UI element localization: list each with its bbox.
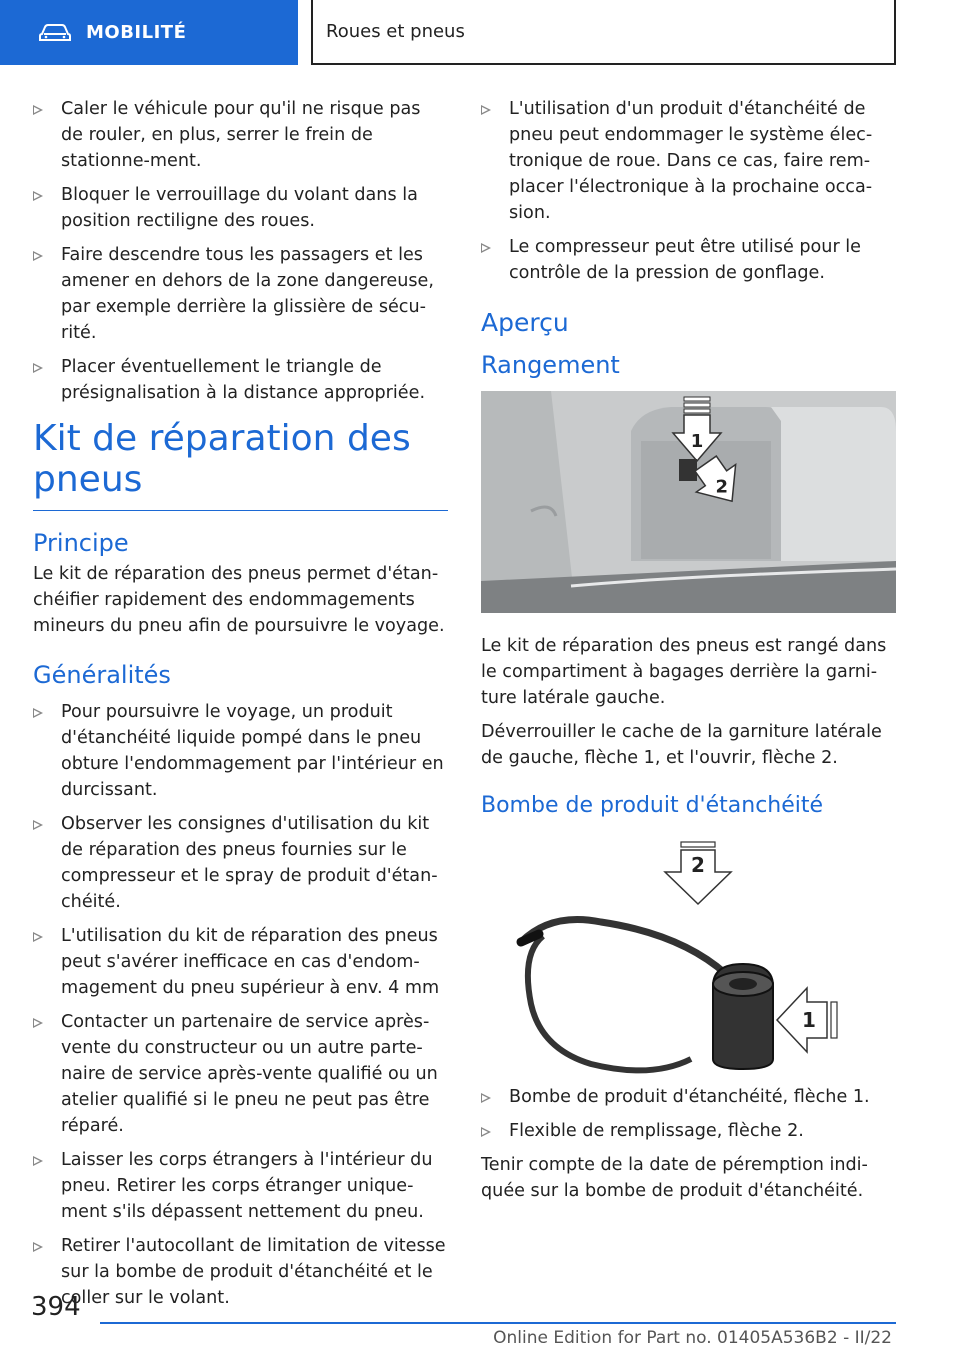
- bombe-text: Tenir compte de la date de péremption indi-quée sur la bombe de produit d'étanchéité.: [481, 1155, 868, 1201]
- footer-divider: [100, 1322, 896, 1324]
- list-item: Placer éventuellement le triangle de présignalisation à la distance appropriée.: [33, 354, 448, 406]
- list-item: Pour poursuivre le voyage, un produit d'étanchéité liquide pompé dans le pneu obture l'endommagement par l'intérieur en durcissant.: [33, 699, 448, 803]
- bullet-triangle-icon: [33, 708, 43, 718]
- car-icon: [38, 23, 72, 43]
- bullet-triangle-icon: [481, 1093, 491, 1103]
- list-item: Le compresseur peut être utilisé pour le contrôle de la pression de gonflage.: [481, 234, 896, 286]
- photo-arrow-1-label: 1: [690, 431, 704, 452]
- list-item: L'utilisation du kit de réparation des pneus peut s'avérer inefficace en cas d'endom-magement du pneu supérieur à env. 4 mm: [33, 923, 448, 1001]
- bullet-triangle-icon: [33, 1018, 43, 1028]
- rangement-text-1: Le kit de réparation des pneus est rangé dans le compartiment à bagages derrière la garni-ture latérale gauche.: [481, 636, 887, 708]
- drawing-arrow-2-label: 2: [691, 853, 705, 877]
- list-item: Bloquer le verrouillage du volant dans la position rectiligne des roues.: [33, 182, 448, 234]
- sealant-bottle-drawing: [481, 834, 896, 1074]
- list-item: L'utilisation d'un produit d'étanchéité de pneu peut endommager le système élec-tronique de roue. Dans ce cas, faire rem-placer l'électronique à la prochaine occa-sion.: [481, 96, 896, 226]
- list-item: Observer les consignes d'utilisation du kit de réparation des pneus fournies sur le compresseur et le spray de produit d'étan-chéité.: [33, 811, 448, 915]
- sealant-bottle-illustration: [481, 834, 896, 1074]
- principe-heading: Principe: [33, 529, 129, 557]
- principe-text: Le kit de réparation des pneus permet d'étan-chéifier rapidement des endommagements mineurs du pneu afin de poursuivre le voyage.: [33, 564, 445, 636]
- list-item: Contacter un partenaire de service après-vente du constructeur ou un autre parte-naire de service après-vente qualifié ou un atelier qualifié si le pneu ne peut pas être réparé.: [33, 1009, 448, 1139]
- trunk-storage-photo: [481, 391, 896, 613]
- page-title: Kit de réparation des pneus: [33, 418, 448, 511]
- list-item: Flexible de remplissage, flèche 2.: [481, 1118, 896, 1144]
- bombe-heading: Bombe de produit d'étanchéité: [481, 793, 824, 818]
- list-item: Laisser les corps étrangers à l'intérieur du pneu. Retirer les corps étranger unique-ment s'ils dépassent nettement du pneu.: [33, 1147, 448, 1225]
- rangement-text-2: Déverrouiller le cache de la garniture latérale de gauche, flèche 1, et l'ouvrir, flèche 2.: [481, 722, 882, 768]
- list-item: Retirer l'autocollant de limitation de vitesse sur la bombe de produit d'étanchéité et le coller sur le volant.: [33, 1233, 448, 1311]
- intro-bullet-list: [33, 96, 448, 406]
- bullet-triangle-icon: [33, 251, 43, 261]
- generalites-heading: Généralités: [33, 661, 171, 689]
- list-item: Bombe de produit d'étanchéité, flèche 1.: [481, 1084, 896, 1110]
- bullet-triangle-icon: [33, 932, 43, 942]
- bullet-triangle-icon: [33, 1242, 43, 1252]
- bullet-triangle-icon: [481, 105, 491, 115]
- list-item: Caler le véhicule pour qu'il ne risque pas de rouler, en plus, serrer le frein de stationne-ment.: [33, 96, 448, 174]
- footer-edition: Online Edition for Part no. 01405A536B2 - II/22: [493, 1328, 892, 1348]
- bullet-triangle-icon: [33, 820, 43, 830]
- section-label: MOBILITÉ: [86, 22, 187, 43]
- photo-arrow-2-label: 2: [715, 476, 728, 498]
- list-item: Faire descendre tous les passagers et les amener en dehors de la zone dangereuse, par exemple derrière la glissière de sécu-rité.: [33, 242, 448, 346]
- apercu-heading: Aperçu: [481, 308, 569, 337]
- bullet-triangle-icon: [33, 363, 43, 373]
- bullet-triangle-icon: [481, 1127, 491, 1137]
- bullet-triangle-icon: [33, 1156, 43, 1166]
- bullet-triangle-icon: [481, 243, 491, 253]
- page-number: 394: [31, 1292, 81, 1322]
- rangement-heading: Rangement: [481, 351, 620, 379]
- chapter-title: Roues et pneus: [311, 0, 896, 65]
- top-bullet-list: [481, 96, 896, 286]
- generalites-bullet-list: [33, 699, 448, 1311]
- bullet-triangle-icon: [33, 105, 43, 115]
- drawing-arrow-1-label: 1: [802, 1008, 816, 1032]
- bullet-triangle-icon: [33, 191, 43, 201]
- trunk-storage-illustration: [481, 391, 896, 613]
- left-column: [33, 96, 448, 1319]
- section-tab[interactable]: [0, 0, 298, 65]
- bombe-bullet-list: [481, 1084, 896, 1144]
- right-column: [481, 96, 896, 1212]
